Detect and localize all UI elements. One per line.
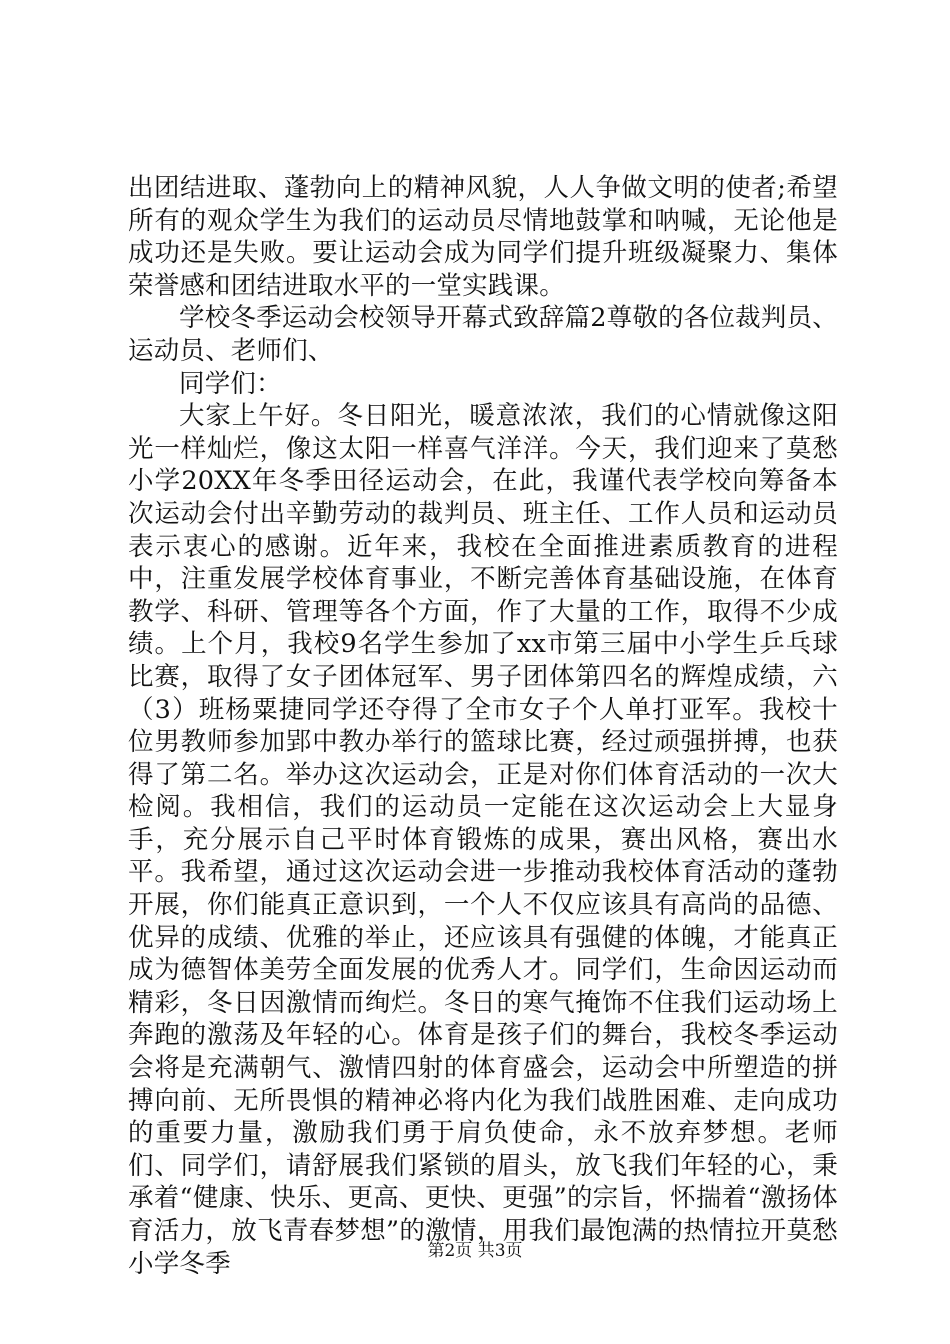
paragraph-speech-title: 学校冬季运动会校领导开幕式致辞篇2尊敬的各位裁判员、运动员、老师们、	[128, 303, 838, 366]
paragraph-speech-body: 大家上午好。冬日阳光，暖意浓浓，我们的心情就像这阳光一样灿烂，像这太阳一样喜气洋洋。今天，我们迎来了莫愁小学20XX年冬季田径运动会，在此，我谨代表学校向筹备本次运动会付出辛勤劳动的裁判员、班主任、工作人员和运动员表示衷心的感谢。近年来，我校在全面推进素质教育的进程中，注重发展学校体育事业，不断完善体育基础设施，在体育教学、科研、管理等各个方面，作了大量的工作，取得不少成绩。上个月，我校9名学生参加了xx市第三届中小学生乒乓球比赛，取得了女子团体冠军、男子团体第四名的辉煌成绩，六（3）班杨粟捷同学还夺得了全市女子个人单打亚军。我校十位男教师参加郢中教办举行的篮球比赛，经过顽强拼搏，也获得了第二名。举办这次运动会，正是对你们体育活动的一次大检阅。我相信，我们的运动员一定能在这次运动会上大显身手，充分展示自己平时体育锻炼的成果，赛出风格，赛出水平。我希望，通过这次运动会进一步推动我校体育活动的蓬勃开展，你们能真正意识到，一个人不仅应该具有高尚的品德、优异的成绩、优雅的举止，还应该具有强健的体魄，才能真正成为德智体美劳全面发展的优秀人才。同学们，生命因运动而精彩，冬日因激情而绚烂。冬日的寒气掩饰不住我们运动场上奔跑的激荡及年轻的心。体育是孩子们的舞台，我校冬季运动会将是充满朝气、激情四射的体育盛会，运动会中所塑造的拼搏向前、无所畏惧的精神必将内化为我们战胜困难、走向成功的重要力量，激励我们勇于肩负使命，永不放弃梦想。老师们、同学们，请舒展我们紧锁的眉头，放飞我们年轻的心，秉承着“健康、快乐、更高、更快、更强”的宗旨，怀揣着“激扬体育活力，放飞青春梦想”的激情，用我们最饱满的热情拉开莫愁小学冬季	[128, 401, 838, 1279]
page-footer: 第2页 共3页	[427, 1241, 523, 1261]
paragraph-continuation: 出团结进取、蓬勃向上的精神风貌，人人争做文明的使者;希望所有的观众学生为我们的运动员尽情地鼓掌和呐喊，无论他是成功还是失败。要让运动会成为同学们提升班级凝聚力、集体荣誉感和团结进取水平的一堂实践课。	[128, 173, 838, 301]
paragraph-salutation: 同学们：	[179, 368, 282, 399]
document-body	[128, 172, 838, 1280]
